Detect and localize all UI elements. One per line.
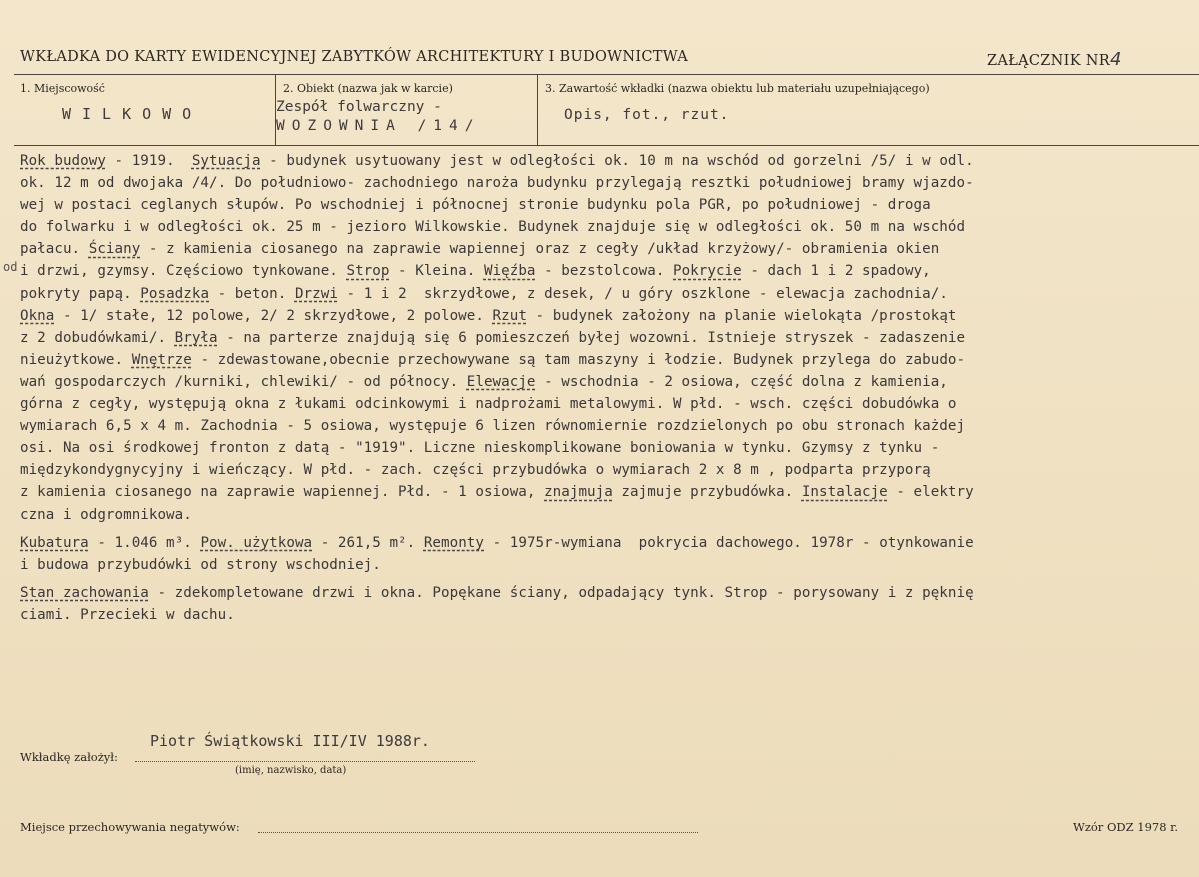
section-heading: Strop xyxy=(346,263,390,280)
description-line xyxy=(20,216,1198,238)
description-line xyxy=(20,371,1198,393)
description-text: - 1.046 m³. xyxy=(88,534,201,551)
description-text: - budynek założony na planie wielokąta /prostokąt xyxy=(526,307,957,324)
description-line xyxy=(20,459,1198,481)
description-text: - 1 i 2 skrzydłowe, z desek, / u góry oszklone - elewacja zachodnia/. xyxy=(337,285,948,302)
description-text: - dach 1 i 2 spadowy, xyxy=(741,263,931,280)
description-line xyxy=(20,238,1198,260)
description-text: nieużytkowe. xyxy=(20,351,132,368)
description-line xyxy=(20,172,1198,194)
description-line xyxy=(20,415,1198,437)
margin-mark: od xyxy=(3,260,18,274)
description-line xyxy=(20,150,1198,172)
description-text: do folwarku i w odległości ok. 25 m - jezioro Wilkowskie. Budynek znajduje się w odległości ok. 50 m na wschód xyxy=(20,219,966,236)
section-heading: znajmuja xyxy=(544,484,613,501)
description-text: czna i odgromnikowa. xyxy=(20,506,192,523)
description-text: - zdekompletowane drzwi i okna. Popękane ściany, odpadający tynk. Strop - porysowany i z pęknię xyxy=(148,584,974,601)
description-text: osi. Na osi środkowej fronton z datą - "1919". Liczne nieskomplikowane boniowania w tynku. Gzymsy z tynku - xyxy=(20,440,940,457)
form-code: Wzór ODZ 1978 r. xyxy=(1073,820,1179,834)
contents-label: 3. Zawartość wkładki (nazwa obiektu lub materiału uzupełniającego) xyxy=(545,82,930,95)
description-text: z kamienia ciosanego na zaprawie wapiennej. Płd. - 1 osiowa, xyxy=(20,484,545,501)
description-text: z 2 dobudówkami/. xyxy=(20,329,175,346)
description-line xyxy=(20,260,1198,282)
field-divider-2 xyxy=(537,74,538,145)
description-text: - 1919. xyxy=(105,153,192,169)
description-text: wań gospodarczych /kurniki, chlewiki/ - od północy. xyxy=(20,373,467,390)
section-heading: Instalacje xyxy=(801,484,888,501)
contents-value: Opis, fot., rzut. xyxy=(564,107,730,123)
description-line xyxy=(20,582,1198,604)
object-value-line1: Zespół folwarczny - xyxy=(276,99,442,115)
typed-description xyxy=(20,150,1198,626)
section-heading: Bryła xyxy=(174,329,218,346)
section-heading: Elewacje xyxy=(466,373,536,390)
attachment-label: ZAŁĄCZNIK NR xyxy=(987,53,1110,69)
negatives-dotted-line xyxy=(258,831,698,833)
description-text: międzykondygnycyjny i wieńczący. W płd. - zach. części przybudówka o wymiarach 2 x 8 m , podparta przyporą xyxy=(20,462,931,479)
card-title: WKŁADKA DO KARTY EWIDENCYJNEJ ZABYTKÓW ARCHITEKTURY I BUDOWNICTWA xyxy=(20,49,688,65)
section-heading: Sytuacja xyxy=(191,153,261,169)
negatives-location-label: Miejsce przechowywania negatywów: xyxy=(20,820,240,834)
description-text: wej w postaci ceglanych słupów. Po wschodniej i północnej stronie budynku pola PGR, po południowej - droga xyxy=(20,197,931,214)
description-text: - z kamienia ciosanego na zaprawie wapiennej oraz z cegły /układ krzyżowy/- obramienia okien xyxy=(140,241,940,258)
section-heading: Pow. użytkowa xyxy=(200,534,313,551)
author-handwritten: Piotr Świątkowski III/IV 1988r. xyxy=(150,732,430,750)
description-text: - beton. xyxy=(209,285,295,302)
section-heading: Ściany xyxy=(88,241,141,258)
description-line xyxy=(20,504,1198,526)
description-line xyxy=(20,194,1198,216)
description-text: pałacu. xyxy=(20,241,89,258)
description-text: - Kleina. xyxy=(389,263,484,280)
author-hint: (imię, nazwisko, data) xyxy=(235,765,347,776)
section-heading: Okna xyxy=(20,307,55,324)
description-text: - bezstolcowa. xyxy=(535,263,673,280)
header-rule-bottom xyxy=(14,145,1199,146)
attachment-number-value: 4 xyxy=(1109,49,1122,70)
section-heading: Remonty xyxy=(423,534,484,551)
place-label: 1. Miejscowość xyxy=(20,82,105,95)
section-heading: Pokrycie xyxy=(673,263,742,280)
place-value: WILKOWO xyxy=(62,105,203,123)
section-heading: Rok budowy xyxy=(20,153,106,169)
description-text: zajmuje przybudówka. xyxy=(612,484,802,501)
description-text: - wschodnia - 2 osiowa, część dolna z kamienia, xyxy=(535,373,948,390)
description-line xyxy=(20,481,1198,503)
description-text: i budowa przybudówki od strony wschodniej. xyxy=(20,556,381,573)
section-heading: Stan zachowania xyxy=(20,584,149,601)
description-text: - na parterze znajdują się 6 pomieszczeń byłej wozowni. Istnieje stryszek - zadaszenie xyxy=(217,329,966,346)
description-line xyxy=(20,532,1198,554)
author-dotted-line xyxy=(135,760,475,762)
description-line xyxy=(20,437,1198,459)
object-value-line2: WOZOWNIA /14/ xyxy=(276,118,481,134)
description-text: i drzwi, gzymsy. Częściowo tynkowane. xyxy=(20,263,347,280)
description-text: - budynek usytuowany jest w odległości ok. 10 m na wschód od gorzelni /5/ i w odl. xyxy=(260,153,974,169)
description-line xyxy=(20,393,1198,415)
description-line xyxy=(20,305,1198,327)
header-rule-top xyxy=(14,74,1199,75)
section-heading: Posadzka xyxy=(140,285,210,302)
description-text: - 1975r-wymiana pokrycia dachowego. 1978r - otynkowanie xyxy=(484,534,974,551)
description-text: górna z cegły, występują okna z łukami odcinkowymi i nadprożami metalowymi. W płd. - wsch. części dobudówka o xyxy=(20,396,957,413)
object-label: 2. Obiekt (nazwa jak w karcie) xyxy=(283,82,453,95)
description-text: wymiarach 6,5 x 4 m. Zachodnia - 5 osiowa, występuje 6 lizen równomiernie rozdzielonych po obu stronach każdej xyxy=(20,418,966,435)
attachment-number xyxy=(987,49,1122,70)
description-text: ciami. Przecieki w dachu. xyxy=(20,606,235,623)
description-text: - 1/ stałe, 12 polowe, 2/ 2 skrzydłowe, 2 polowe. xyxy=(54,307,493,324)
description-line xyxy=(20,349,1198,371)
description-text: - zdewastowane,obecnie przechowywane są tam maszyny i łodzie. Budynek przylega do zabudo- xyxy=(191,351,966,368)
insert-made-by-label: Wkładkę założył: xyxy=(20,750,118,764)
description-text: - elektry xyxy=(887,484,974,501)
description-line xyxy=(20,327,1198,349)
section-heading: Wnętrze xyxy=(131,351,192,368)
description-text: pokryty papą. xyxy=(20,285,141,302)
description-line xyxy=(20,554,1198,576)
description-text: - 261,5 m². xyxy=(312,534,424,551)
description-line xyxy=(20,283,1198,305)
description-text: ok. 12 m od dwojaka /4/. Do południowo- zachodniego naroża budynku przylegają resztki południowej bramy wjazdo- xyxy=(20,175,974,192)
description-line xyxy=(20,604,1198,626)
section-heading: Więźba xyxy=(483,263,536,280)
section-heading: Rzut xyxy=(492,307,527,324)
section-heading: Drzwi xyxy=(294,285,338,302)
section-heading: Kubatura xyxy=(20,534,89,551)
